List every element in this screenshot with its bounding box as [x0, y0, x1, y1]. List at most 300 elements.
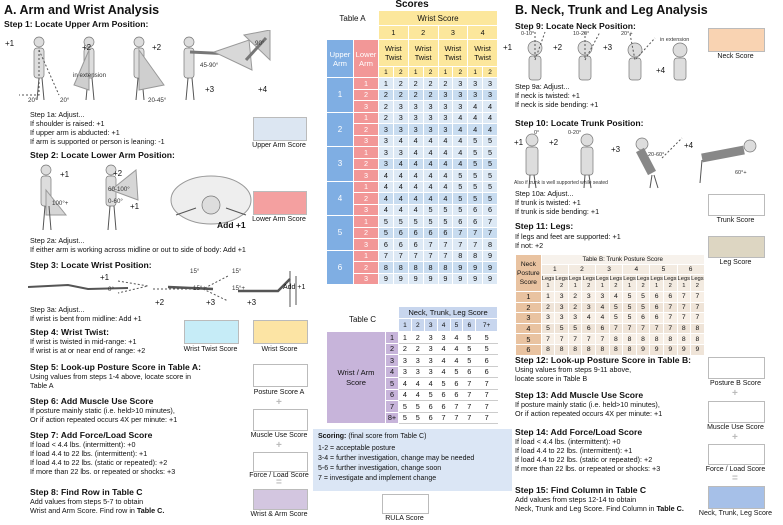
table-b-cell: 8	[636, 334, 650, 345]
table-a-cell: 8	[468, 250, 483, 262]
table-b-cell: 8	[623, 334, 637, 345]
step1-score-3: +2	[152, 43, 162, 52]
legs-col-header	[691, 275, 705, 292]
table-b-cell: 5	[555, 323, 569, 334]
step10-angle-1: 0°	[534, 130, 540, 136]
table-a-cell: 9	[453, 273, 468, 285]
upper-arm-score-box[interactable]	[253, 117, 307, 141]
table-a-cell: 5	[468, 170, 483, 182]
table-a-cell: 4	[393, 181, 408, 193]
step6-line-1: If posture mainly static (i.e. held>10 minutes),	[30, 406, 175, 415]
step2a-title: Step 2a: Adjust...	[30, 236, 85, 245]
table-b-cell: 6	[582, 323, 596, 334]
wrist-score-box[interactable]	[253, 320, 308, 344]
legs-number: 2	[559, 283, 564, 289]
table-c-cell: 3	[424, 332, 437, 344]
step12-title: Step 12: Look-up Posture Score in Table B:	[515, 355, 692, 365]
table-a-cell: 4	[468, 112, 483, 124]
legs-word: Legs	[596, 276, 609, 282]
table-c-cell: 3	[424, 355, 437, 367]
twist-word: Wrist	[444, 44, 462, 53]
plus-sign: +	[276, 397, 282, 408]
table-row	[516, 323, 705, 334]
table-a-cell: 7	[423, 239, 438, 251]
twist-word: Twist	[384, 53, 402, 62]
upper-arm-value: 3	[327, 147, 354, 182]
table-c-cell: 5	[411, 401, 424, 413]
step2a-line-1: If either arm is working across midline or out to side of body: Add +1	[30, 245, 246, 254]
legs-number: 1	[655, 283, 659, 289]
legs-word: Legs	[541, 276, 555, 282]
table-b-row-header: 6	[516, 344, 542, 355]
table-a-cell: 4	[379, 170, 394, 182]
trunk-col-header: 3	[596, 265, 623, 275]
step10-angle-2: 0-20°	[568, 130, 582, 136]
table-b-row-header: 1	[516, 292, 542, 303]
table-b-cell: 2	[568, 292, 582, 303]
trunk-col-header: 2	[568, 265, 595, 275]
twist-word: Wrist	[414, 44, 432, 53]
scoring-line-4: 7 = investigate and implement change	[318, 475, 437, 482]
table-c-cell: 7	[450, 401, 463, 413]
table-a-cell: 4	[379, 193, 394, 205]
step15-line-1: Add values from steps 12-14 to obtain	[515, 495, 637, 504]
equals-sign: =	[276, 477, 282, 488]
table-c-row-header: 7	[386, 401, 399, 413]
table-c-cell: 6	[476, 355, 498, 367]
twist-col-header: 2	[393, 67, 408, 78]
table-c-cell: 5	[463, 355, 476, 367]
table-c-cell: 6	[424, 401, 437, 413]
posture-score-a-box[interactable]	[253, 364, 308, 387]
table-b-cell: 8	[623, 344, 637, 355]
table-b-cell: 3	[555, 292, 569, 303]
step3-angle-4: 15°	[232, 268, 242, 275]
step3a-line-1: If wrist is bent from midline: Add +1	[30, 314, 142, 323]
table-a-cell: 9	[468, 262, 483, 274]
step9a-line-2: If neck is side bending: +1	[515, 100, 599, 109]
wrist-col-header: 1	[379, 26, 409, 40]
leg-score-box[interactable]	[708, 236, 765, 258]
table-b-cell: 8	[677, 334, 691, 345]
table-a-cell: 4	[408, 204, 423, 216]
table-a-cell: 8	[408, 262, 423, 274]
table-c-cell: 4	[424, 378, 437, 390]
table-c-cell: 3	[399, 355, 412, 367]
step4-line-2: If wrist is at or near end of range: +2	[30, 346, 146, 355]
step10a-line-2: If trunk is side bending: +1	[515, 207, 600, 216]
table-b	[515, 254, 705, 356]
table-a-cell: 5	[483, 147, 498, 159]
step10-title: Step 10: Locate Trunk Position:	[515, 118, 644, 128]
lower-arm-value: 1	[354, 112, 379, 124]
scoring-box	[313, 429, 512, 491]
table-a-cell: 9	[379, 273, 394, 285]
table-b-cell: 3	[582, 292, 596, 303]
table-a-cell: 7	[438, 239, 453, 251]
twist-col-header: 1	[468, 67, 483, 78]
table-a-cell: 4	[468, 101, 483, 113]
table-b-cell: 7	[541, 334, 555, 345]
table-a-cell: 2	[423, 78, 438, 90]
step8-line-1: Add values from steps 5-7 to obtain	[30, 497, 144, 506]
table-c-cell: 7	[450, 412, 463, 424]
table-a-cell: 3	[423, 112, 438, 124]
rula-score-box[interactable]	[382, 494, 429, 514]
table-b-cell: 3	[596, 292, 610, 303]
table-a-cell: 3	[453, 89, 468, 101]
table-a-cell: 3	[408, 124, 423, 136]
table-c-cell: 3	[399, 366, 412, 378]
table-b-cell: 3	[582, 302, 596, 313]
table-a-cell: 4	[393, 193, 408, 205]
trunk-col-header: 1	[541, 265, 568, 275]
table-b-cell: 6	[650, 313, 664, 324]
table-b-cell: 7	[650, 323, 664, 334]
force-load-score-a-box[interactable]	[253, 452, 308, 472]
scoring-line-1: 1-2 = acceptable posture	[318, 445, 396, 452]
legs-word: Legs	[691, 276, 704, 282]
section-b-title: B. Neck, Trunk and Leg Analysis	[515, 3, 708, 17]
legs-col-header	[596, 275, 610, 292]
wrist-arm-score-label: Wrist & Arm Score	[250, 511, 308, 518]
table-b-cell: 7	[691, 292, 705, 303]
step9-angle-3: 20°+	[621, 31, 633, 37]
table-c-cell: 5	[476, 343, 498, 355]
legs-col-header	[636, 275, 650, 292]
step3a-title: Step 3a: Adjust...	[30, 305, 85, 314]
table-a-cell: 5	[393, 216, 408, 228]
table-c-row-header: 3	[386, 355, 399, 367]
trunk-col-header: 6	[677, 265, 704, 275]
step13-line-2: Or if action repeated occurs 4X per minute: +1	[515, 409, 663, 418]
step9-score-4: +4	[656, 66, 666, 75]
table-a-cell: 3	[438, 112, 453, 124]
legs-number: 1	[546, 283, 550, 289]
table-a-cell: 9	[423, 273, 438, 285]
lower-arm-value: 2	[354, 227, 379, 239]
table-c-cell: 7	[463, 378, 476, 390]
lower-arm-value: 1	[354, 250, 379, 262]
step10-angle-4: 60°+	[735, 170, 747, 176]
step1-extension: in extension	[73, 72, 107, 79]
table-c-cell: 7	[476, 389, 498, 401]
lower-arm-value: 3	[354, 101, 379, 113]
legs-col-header	[582, 275, 596, 292]
table-c-cell: 5	[399, 401, 412, 413]
table-a-cell: 7	[423, 250, 438, 262]
table-a-cell: 4	[453, 135, 468, 147]
lower-arm-value: 2	[354, 158, 379, 170]
neck-trunk-leg-score-box[interactable]	[708, 486, 765, 509]
table-a-cell: 4	[468, 124, 483, 136]
table-a-cell: 4	[483, 124, 498, 136]
step3-add: Add +1	[283, 284, 306, 291]
wrist-twist-header	[379, 40, 409, 67]
table-c	[326, 306, 498, 424]
table-b-cell: 5	[623, 313, 637, 324]
table-b-row-header: 4	[516, 323, 542, 334]
step10-score-4: +4	[684, 141, 694, 150]
plus-sign: +	[276, 440, 282, 451]
muscle-use-score-b-box[interactable]	[708, 401, 765, 423]
table-a-cell: 6	[468, 204, 483, 216]
table-b-cell: 7	[677, 313, 691, 324]
table-c-label: Table C	[327, 307, 399, 332]
step1a-line-3: If arm is supported or person is leaning: -1	[30, 137, 165, 146]
lower-arm-value: 3	[354, 273, 379, 285]
lower-arm-value: 1	[354, 181, 379, 193]
step1-score-4: +3	[205, 85, 215, 94]
legs-number: 1	[627, 283, 632, 289]
table-a-cell: 6	[408, 239, 423, 251]
table-a-cell: 9	[468, 273, 483, 285]
trunk-score-box[interactable]	[708, 194, 765, 216]
legs-word: Legs	[568, 276, 582, 282]
table-c-cell: 4	[411, 378, 424, 390]
table-c-cell: 2	[399, 343, 412, 355]
twist-col-header: 1	[379, 67, 394, 78]
step2-angle-2: 60-100°	[108, 186, 130, 193]
table-b-cell: 5	[636, 292, 650, 303]
step5-line-1: Using values from steps 1-4 above, locate score in	[30, 372, 191, 381]
table-a-cell: 6	[423, 227, 438, 239]
legs-number: 2	[695, 283, 699, 289]
table-a-cell: 9	[393, 273, 408, 285]
table-c-cell: 4	[437, 343, 450, 355]
upper-arm-value: 4	[327, 181, 354, 216]
force-load-score-b-box[interactable]	[708, 444, 765, 465]
step9-score-2: +2	[553, 43, 563, 52]
table-a-cell: 6	[483, 204, 498, 216]
step9-score-1: +1	[503, 43, 513, 52]
table-b-row-header: 5	[516, 334, 542, 345]
legs-col-header	[541, 275, 555, 292]
legs-word: Legs	[650, 276, 663, 282]
legs-col-header	[650, 275, 664, 292]
table-c-row-header: 8+	[386, 412, 399, 424]
table-a-cell: 3	[453, 78, 468, 90]
table-a-cell: 7	[408, 250, 423, 262]
blank-cell	[327, 26, 379, 40]
table-a-cell: 3	[393, 124, 408, 136]
table-b-cell: 1	[541, 292, 555, 303]
table-c-cell: 4	[399, 378, 412, 390]
step3-score-2: +2	[155, 298, 165, 307]
table-a-cell: 4	[423, 135, 438, 147]
table-c-col-header: 4	[437, 319, 450, 332]
legs-word: Legs	[555, 276, 568, 282]
upper-arm-score-label: Upper Arm Score	[252, 142, 306, 149]
table-c-cell: 6	[437, 401, 450, 413]
twist-word: Twist	[474, 53, 492, 62]
table-a-cell: 6	[468, 216, 483, 228]
step10-score-1: +1	[514, 138, 524, 147]
wrist-twist-score-box[interactable]	[184, 320, 239, 344]
step8-line-2: Wrist and Arm Score. Find row in Table C.	[30, 506, 165, 515]
legs-word: Legs	[636, 276, 650, 282]
table-b-cell: 8	[582, 344, 596, 355]
lower-arm-score-box[interactable]	[253, 191, 307, 215]
table-a-cell: 5	[483, 181, 498, 193]
step3-angle-3: 15°+	[193, 285, 206, 292]
table-a-cell: 3	[393, 147, 408, 159]
legs-number: 1	[600, 283, 604, 289]
trunk-score-label: Trunk Score	[716, 217, 755, 224]
table-c-cell: 3	[424, 343, 437, 355]
table-b-cell: 6	[650, 292, 664, 303]
step1-title: Step 1: Locate Upper Arm Position:	[4, 19, 149, 29]
legs-word: Legs	[623, 276, 636, 282]
legs-number: 1	[573, 283, 577, 289]
table-a-cell: 5	[468, 158, 483, 170]
step11-title: Step 11: Legs:	[515, 221, 574, 231]
table-a-cell: 8	[483, 239, 498, 251]
step6-line-2: Or if action repeated occurs 4X per minute: +1	[30, 415, 178, 424]
table-a-cell: 5	[483, 193, 498, 205]
table-a-cell: 3	[483, 78, 498, 90]
table-a-cell: 3	[379, 147, 394, 159]
step15-title: Step 15: Find Column in Table C	[515, 485, 647, 495]
table-b-cell: 8	[663, 334, 677, 345]
table-a-cell: 7	[438, 250, 453, 262]
force-load-score-b-label: Force / Load Score	[705, 466, 766, 473]
trunk-col-header: 4	[623, 265, 650, 275]
table-b-cell: 7	[663, 323, 677, 334]
twist-col-header: 1	[408, 67, 423, 78]
table-c-cell: 4	[450, 355, 463, 367]
step2-score-1: +1	[60, 170, 70, 179]
table-a-cell: 3	[453, 101, 468, 113]
step2-score-2: +2	[113, 169, 123, 178]
neck-score-box[interactable]	[708, 28, 765, 52]
table-a-cell: 2	[379, 101, 394, 113]
twist-col-header: 2	[453, 67, 468, 78]
wrist-twist-header	[468, 40, 498, 67]
step3-angle-1: 0°	[108, 286, 114, 293]
lower-arm-value: 3	[354, 204, 379, 216]
step10-extra: Also if trunk is well supported while seated	[514, 180, 608, 186]
table-c-cell: 4	[399, 389, 412, 401]
lower-arm-value: 1	[354, 78, 379, 90]
table-b-cell: 4	[609, 292, 623, 303]
table-c-row-header: 4	[386, 366, 399, 378]
legs-number: 2	[614, 283, 618, 289]
table-a-cell: 9	[483, 262, 498, 274]
neck-trunk-leg-score-label: Neck, Trunk, Leg Score	[698, 510, 773, 517]
table-a-cell: 3	[393, 101, 408, 113]
table-a-cell: 9	[438, 273, 453, 285]
twist-word: Twist	[414, 53, 432, 62]
lower-arm-value: 2	[354, 124, 379, 136]
step14-line-4: If more than 22 lbs. or repeated or shocks: +3	[515, 464, 661, 473]
table-c-row-header: 5	[386, 378, 399, 390]
muscle-use-score-a-box[interactable]	[253, 409, 308, 431]
twist-word: Twist	[444, 53, 462, 62]
step7-line-4: If more than 22 lbs. or repeated or shocks: +3	[30, 467, 176, 476]
step1-score-1: +1	[5, 39, 15, 48]
table-row	[327, 332, 498, 344]
step1a-line-2: If upper arm is abducted: +1	[30, 128, 120, 137]
table-row	[516, 334, 705, 345]
legs-col-header	[609, 275, 623, 292]
table-c-cell: 7	[463, 389, 476, 401]
table-a-cell: 7	[393, 250, 408, 262]
table-b-cell: 6	[596, 323, 610, 334]
table-c-cell: 7	[476, 412, 498, 424]
table-a-cell: 5	[423, 204, 438, 216]
table-c-cell: 7	[463, 412, 476, 424]
upper-arm-value: 5	[327, 216, 354, 251]
table-b-cell: 5	[623, 302, 637, 313]
table-c-cell: 6	[476, 366, 498, 378]
table-a-cell: 5	[379, 227, 394, 239]
table-a-cell: 3	[423, 101, 438, 113]
equals-sign: =	[732, 473, 738, 484]
table-a-cell: 5	[453, 170, 468, 182]
posture-b-score-box[interactable]	[708, 357, 765, 379]
legs-col-header	[677, 275, 691, 292]
legs-number: 2	[641, 283, 645, 289]
wrist-arm-score-box[interactable]	[253, 489, 308, 510]
table-row	[327, 216, 498, 228]
table-a-cell: 5	[468, 135, 483, 147]
table-a-cell: 5	[438, 216, 453, 228]
table-b-cell: 9	[663, 344, 677, 355]
table-c-cell: 5	[411, 412, 424, 424]
table-c-cell: 6	[424, 412, 437, 424]
step10a-title: Step 10a: Adjust...	[515, 189, 574, 198]
step9-title: Step 9: Locate Neck Position:	[515, 21, 636, 31]
step7-line-3: If load 4.4 to 22 lbs. (static or repeated): +2	[30, 458, 168, 467]
table-a-cell: 3	[483, 89, 498, 101]
step2-score-3: +1	[130, 202, 140, 211]
step13-line-1: If posture mainly static (i.e. held>10 minutes),	[515, 400, 660, 409]
lower-arm-value: 2	[354, 193, 379, 205]
table-b-cell: 6	[663, 292, 677, 303]
table-c-cell: 3	[424, 366, 437, 378]
step1-angle-1: 20°	[28, 97, 38, 104]
table-c-cell: 4	[437, 366, 450, 378]
table-c-cell: 4	[437, 355, 450, 367]
wrist-twist-score-label: Wrist Twist Score	[183, 346, 238, 353]
lower-arm-value: 3	[354, 239, 379, 251]
section-a-title: A. Arm and Wrist Analysis	[4, 3, 160, 17]
step7-title: Step 7: Add Force/Load Score	[30, 430, 153, 440]
table-a-cell: 4	[483, 101, 498, 113]
table-b-cell: 7	[663, 313, 677, 324]
table-a-cell: 6	[453, 216, 468, 228]
wrist-twist-header	[438, 40, 468, 67]
table-b-cell: 8	[609, 334, 623, 345]
table-a-cell: 6	[379, 239, 394, 251]
table-b-cell: 8	[568, 344, 582, 355]
upper-arm-value: 2	[327, 112, 354, 147]
table-a-cell: 4	[423, 181, 438, 193]
table-c-cell: 6	[437, 389, 450, 401]
upper-arm-header: Upper Arm	[327, 40, 354, 78]
plus-sign: +	[732, 432, 738, 443]
step9a-line-1: If neck is twisted: +1	[515, 91, 580, 100]
table-b-cell: 8	[541, 344, 555, 355]
table-b-cell: 9	[636, 344, 650, 355]
table-c-cell: 7	[476, 401, 498, 413]
table-b-cell: 5	[636, 302, 650, 313]
step2-angle-1: 100°+	[52, 200, 69, 207]
table-a-cell: 5	[468, 147, 483, 159]
table-c-col-header: 2	[411, 319, 424, 332]
step10-score-2: +2	[549, 138, 559, 147]
